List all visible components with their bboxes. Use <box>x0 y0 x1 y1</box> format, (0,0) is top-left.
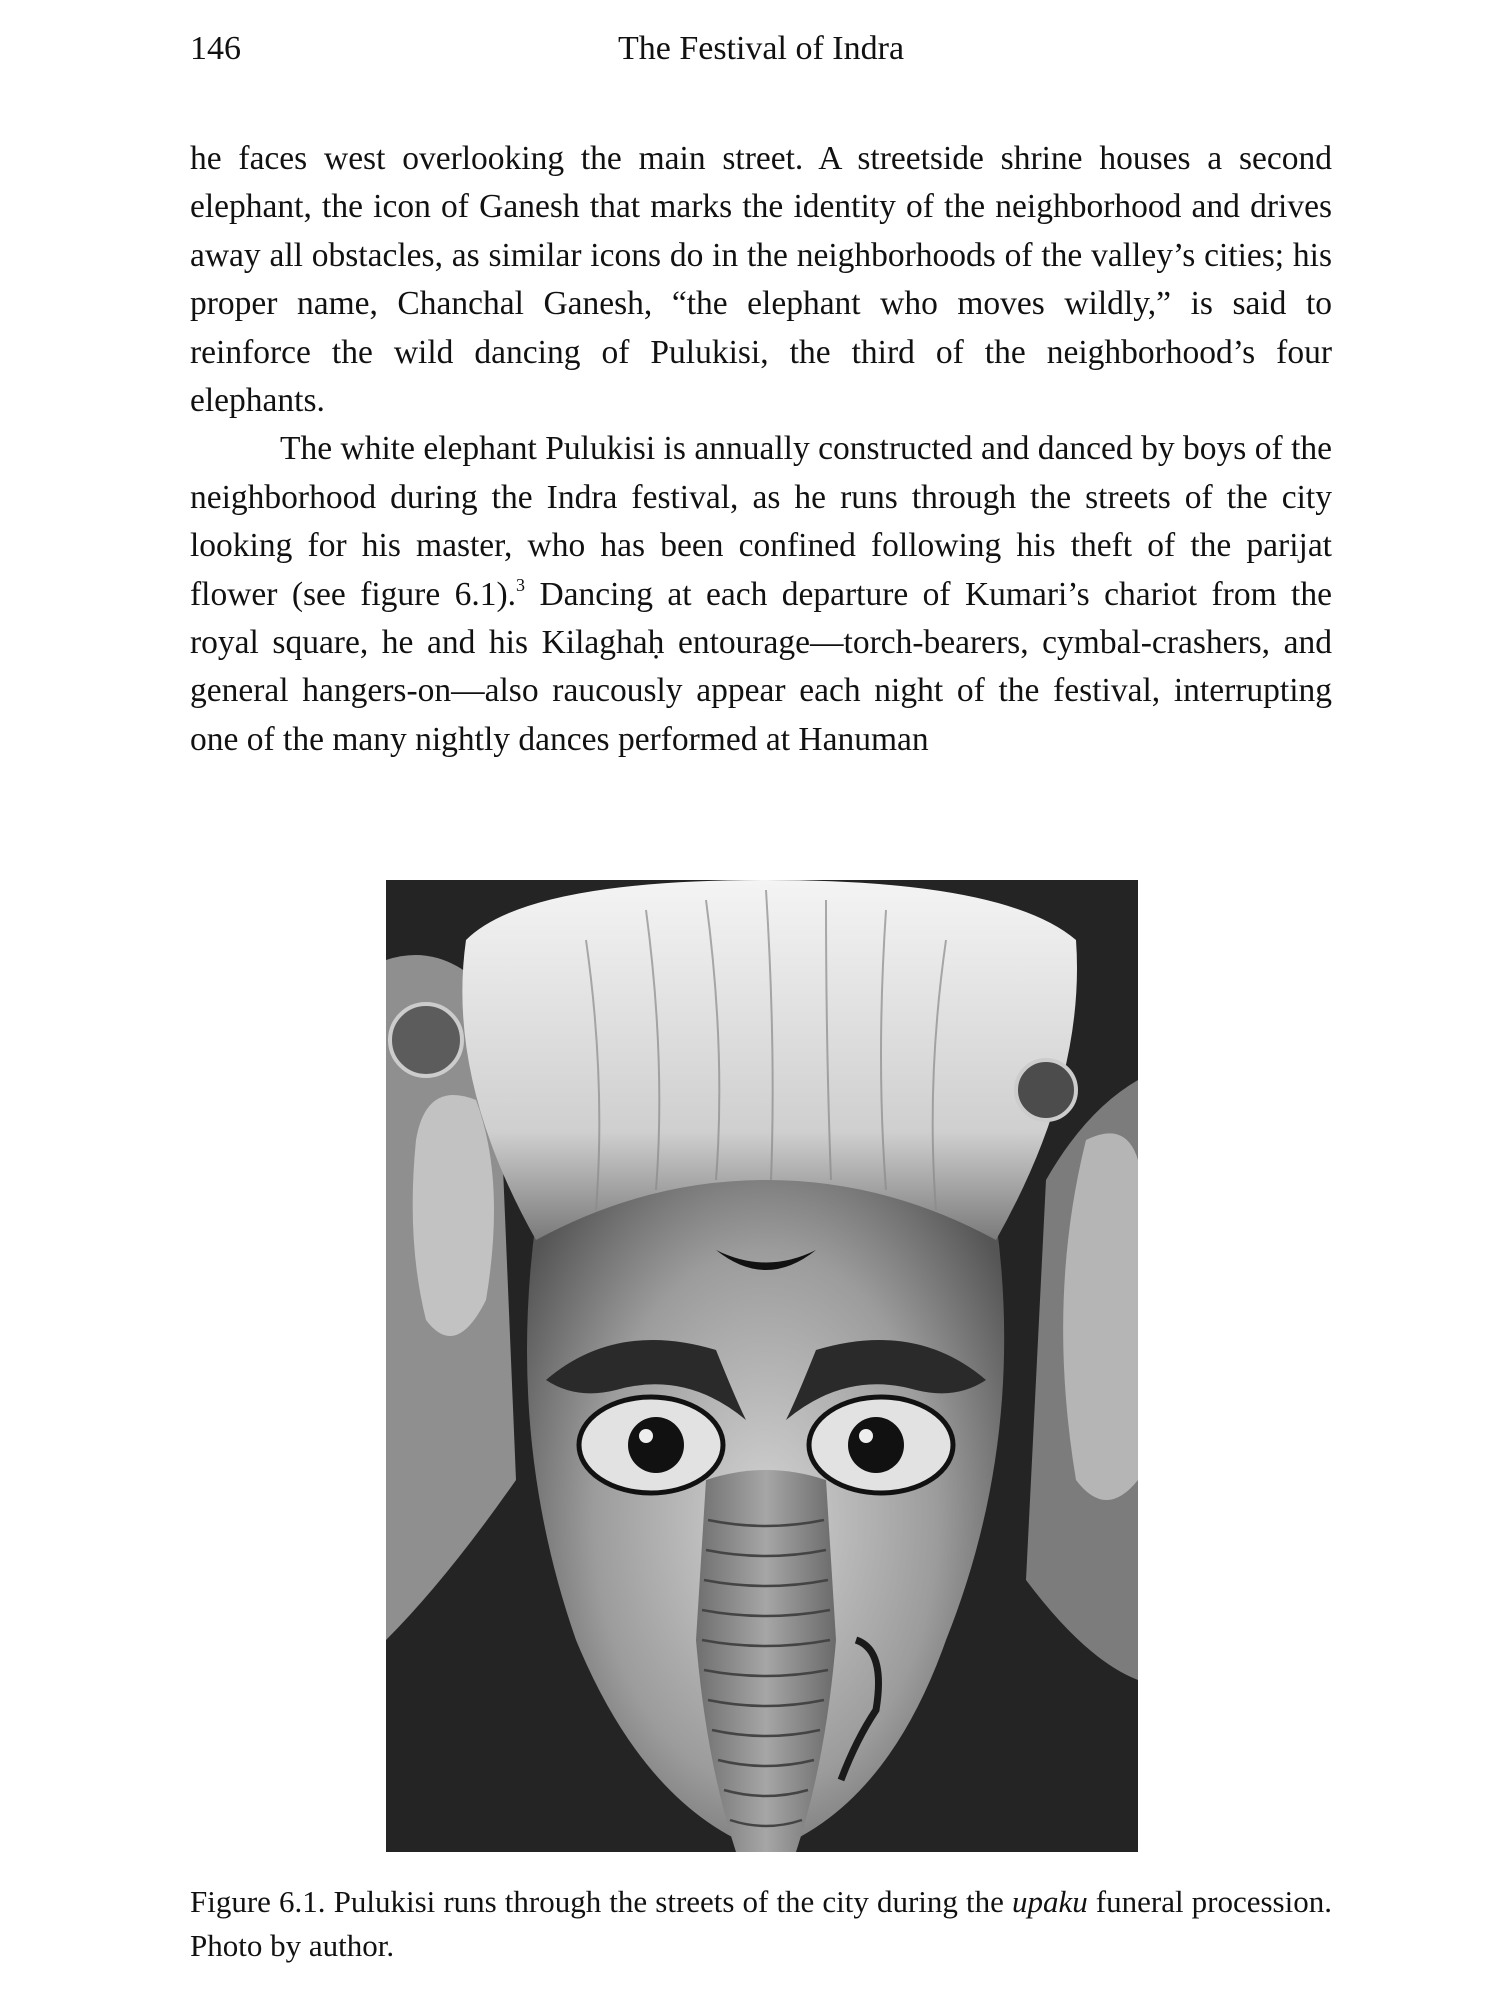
caption-italic-term: upaku <box>1011 1884 1088 1919</box>
caption-text: funeral procession. Photo by author. <box>190 1884 1332 1963</box>
paragraph-text: The white elephant Pulukisi is annually constructed and danced by boys of the neighborhood during the Indra festival, as he runs through the streets of the city looking for his master, who has been confined following his theft of the parijat flower (see figure 6.1). <box>190 430 1332 613</box>
running-head <box>190 30 1332 80</box>
figure-caption <box>190 1880 1332 1968</box>
figure-photo-elephant-mask <box>386 880 1138 1852</box>
paragraph: he faces west overlooking the main street. A streetside shrine houses a second elephant, the icon of Ganesh that marks the identity of the neighborhood and drives away all obstacles, as similar icons do in the neighborhoods of the valley’s cities; his proper name, Chanchal Ganesh, “the elephant who moves wildly,” is said to reinforce the wild dancing of Pulukisi, the third of the neighborhood’s four elephants. <box>190 140 1332 420</box>
body-text <box>190 135 1332 764</box>
page-number: 146 <box>190 30 241 67</box>
left-ear <box>413 1095 494 1336</box>
paragraph <box>190 425 1332 764</box>
paragraph-text: Dancing at each departure of Kumari’s chariot from the royal square, he and his Kilaghaḥ entourage—torch-bearers, cymbal-crashers, and general hangers-on—also raucously appear each night of the festival, interrupting one of the many nightly dances performed at Hanuman <box>190 575 1332 758</box>
left-ornament <box>390 1004 462 1076</box>
caption-text: Figure 6.1. Pulukisi runs through the streets of the city during the <box>190 1884 1012 1919</box>
footnote-reference[interactable]: 3 <box>516 574 526 595</box>
right-ornament <box>1016 1060 1076 1120</box>
running-title: The Festival of Indra <box>617 30 905 67</box>
